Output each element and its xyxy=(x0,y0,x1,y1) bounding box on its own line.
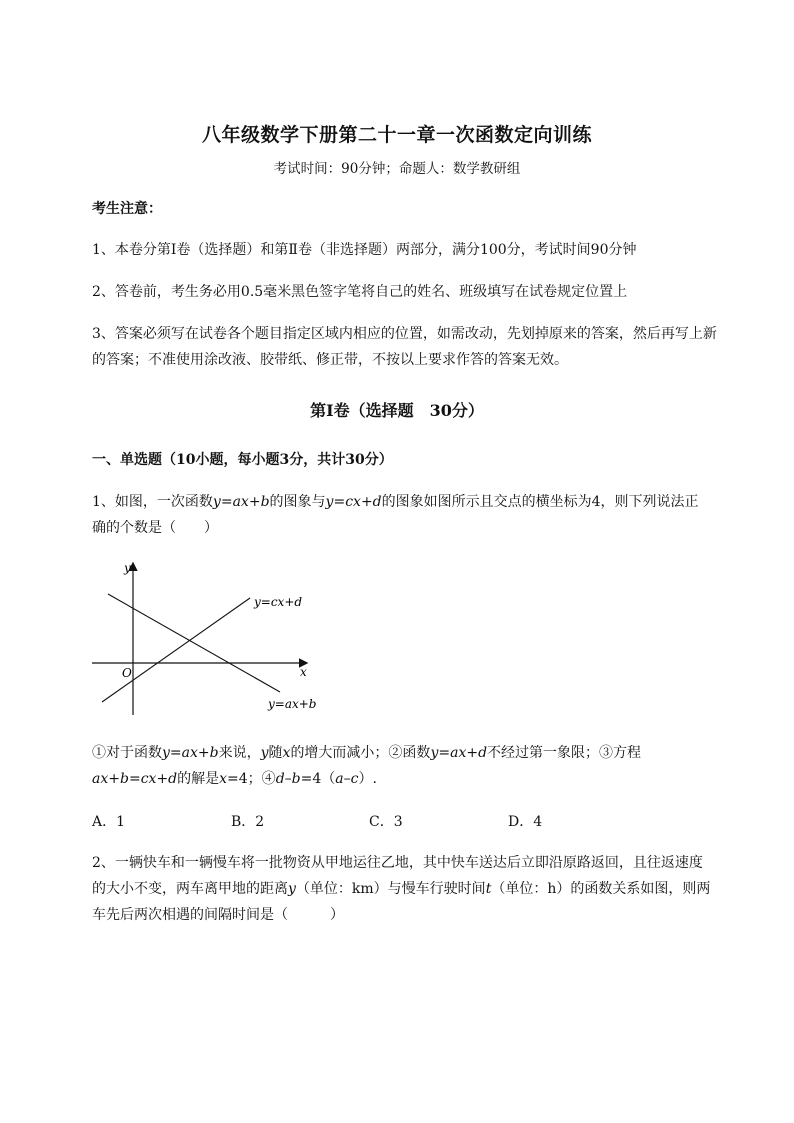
notes-heading: 考生注意： xyxy=(92,201,162,217)
choice-d[interactable]: D．4 xyxy=(508,814,543,830)
note-item-3-line-1: 3、答案必须写在试卷各个题目指定区域内相应的位置，如需改动，先划掉原来的答案，然后再写上新 xyxy=(92,326,717,342)
choice-b[interactable]: B．2 xyxy=(231,814,265,830)
y-axis-label: y xyxy=(124,561,131,575)
choice-a[interactable]: A．1 xyxy=(92,814,126,830)
origin-label: O xyxy=(122,666,132,680)
part-heading: 一、单选题（10小题，每小题3分，共计30分） xyxy=(92,452,393,468)
q1-statements-line-2: ax+b=cx+d的解是x=4；④d–b=4（a–c）. xyxy=(92,771,377,787)
exam-info: 考试时间：90分钟；命题人：数学教研组 xyxy=(273,161,521,177)
q2-stem-line-1: 2、一辆快车和一辆慢车将一批物资从甲地运往乙地，其中快车送达后立即沿原路返回，且往返速度 xyxy=(92,855,703,871)
q1-stem-line-1: 1、如图，一次函数y=ax+b的图象与y=cx+d的图象如图所示且交点的横坐标为4，则下列说法正 xyxy=(92,494,699,510)
q2-stem-line-2: 的大小不变，两车离甲地的距离y（单位：km）与慢车行驶时间t（单位：h）的函数关系如图，则两 xyxy=(92,881,711,897)
page-title: 八年级数学下册第二十一章一次函数定向训练 xyxy=(201,124,592,146)
q2-stem-line-3: 车先后两次相遇的间隔时间是（ ） xyxy=(92,907,344,923)
q1-stem-line-2: 确的个数是（ ） xyxy=(92,520,218,536)
line-ax-plus-b-label: y=ax+b xyxy=(268,697,317,711)
line-cx-plus-d xyxy=(102,598,250,702)
q1-statements-line-1: ①对于函数y=ax+b来说，y随x的增大而减小；②函数y=ax+d不经过第一象限；③方程 xyxy=(92,745,642,761)
q1-function-graph xyxy=(88,560,318,720)
note-item-1: 1、本卷分第I卷（选择题）和第Ⅱ卷（非选择题）两部分，满分100分，考试时间90分钟 xyxy=(92,242,637,258)
x-axis-label: x xyxy=(300,665,307,679)
choice-c[interactable]: C．3 xyxy=(369,814,403,830)
note-item-3-line-2: 的答案；不准使用涂改液、胶带纸、修正带，不按以上要求作答的答案无效。 xyxy=(92,352,568,368)
note-item-2: 2、答卷前，考生务必用0.5毫米黑色签字笔将自己的姓名、班级填写在试卷规定位置上 xyxy=(92,284,628,300)
section-title: 第I卷（选择题 30分） xyxy=(310,401,484,420)
line-cx-plus-d-label: y=cx+d xyxy=(254,595,303,609)
